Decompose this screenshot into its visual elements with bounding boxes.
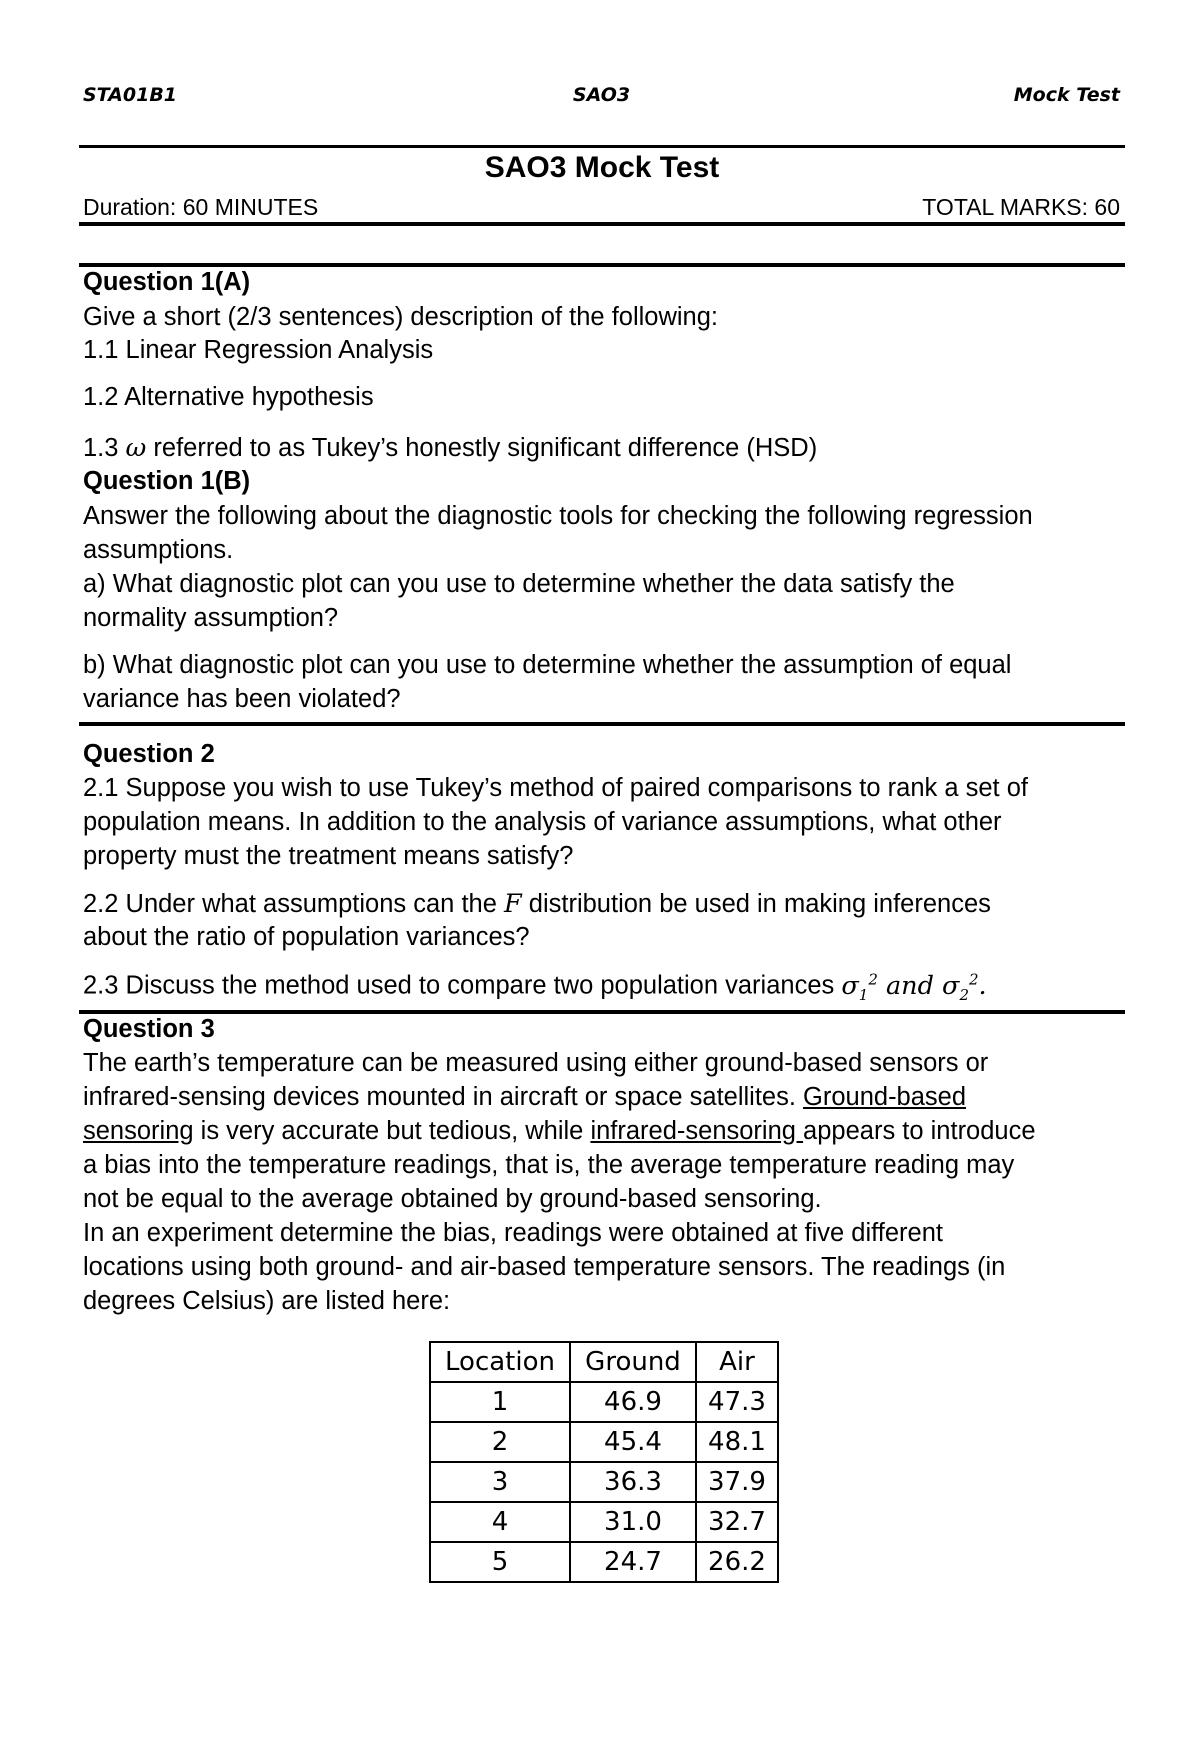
subscript: 1 xyxy=(858,985,869,1004)
underlined-term: infrared-sensoring xyxy=(590,1117,804,1145)
question-2-part-1: 2.1 Suppose you wish to use Tukey’s method of paired comparisons to rank a set of xyxy=(83,774,1028,802)
table-cell: 3 xyxy=(430,1462,570,1502)
table-cell: 26.2 xyxy=(696,1542,778,1582)
question-2-part-2 xyxy=(83,889,991,919)
question-1b-heading: Question 1(B) xyxy=(83,467,251,495)
table-cell: 2 xyxy=(430,1422,570,1462)
underlined-term: sensoring xyxy=(83,1117,194,1145)
total-marks-label: TOTAL MARKS: 60 xyxy=(922,194,1120,220)
divider xyxy=(79,222,1125,226)
question-1a-item-1: 1.1 Linear Regression Analysis xyxy=(83,336,434,364)
table-row xyxy=(430,1422,778,1462)
and-text: and xyxy=(877,970,943,1001)
question-1a-intro: Give a short (2/3 sentences) description of the following: xyxy=(83,303,718,331)
question-3-heading: Question 3 xyxy=(83,1015,215,1043)
question-2-heading: Question 2 xyxy=(83,740,215,768)
question-1a-heading: Question 1(A) xyxy=(83,268,251,296)
question-3-text: The earth’s temperature can be measured using either ground-based sensors or xyxy=(83,1049,989,1077)
temperature-table xyxy=(429,1341,779,1583)
table-row xyxy=(430,1542,778,1582)
part-text: 2.3 Discuss the method used to compare two population variances xyxy=(83,971,842,1000)
sigma-symbol: σ xyxy=(942,970,960,1001)
table-cell: 32.7 xyxy=(696,1502,778,1542)
table-row xyxy=(430,1462,778,1502)
question-1b-part-b: variance has been violated? xyxy=(83,685,401,713)
table-cell: 31.0 xyxy=(570,1502,696,1542)
omega-symbol: ω xyxy=(125,433,147,463)
table-cell: 5 xyxy=(430,1542,570,1582)
question-2-part-2: about the ratio of population variances? xyxy=(83,923,530,951)
item-text: referred to as Tukey’s honestly significant difference (HSD) xyxy=(146,434,818,462)
question-1a-item-2: 1.2 Alternative hypothesis xyxy=(83,383,374,411)
subscript: 2 xyxy=(959,985,969,1004)
table-cell: 48.1 xyxy=(696,1422,778,1462)
header-assessment: SAO3 xyxy=(572,84,631,106)
divider xyxy=(79,722,1125,726)
period: . xyxy=(978,970,987,1001)
table-cell: 36.3 xyxy=(570,1462,696,1502)
table-cell: 46.9 xyxy=(570,1382,696,1422)
table-row xyxy=(430,1382,778,1422)
column-header: Ground xyxy=(570,1342,696,1382)
table-row xyxy=(430,1502,778,1542)
question-2-part-3 xyxy=(83,970,987,1004)
part-text: 2.2 Under what assumptions can the xyxy=(83,890,504,918)
table-cell: 24.7 xyxy=(570,1542,696,1582)
question-3-text: locations using both ground- and air-based temperature sensors. The readings (in xyxy=(83,1253,1006,1281)
question-1b-part-a: normality assumption? xyxy=(83,604,339,632)
question-1b-line: Answer the following about the diagnostic tools for checking the following regression xyxy=(83,502,1033,530)
question-3-text: In an experiment determine the bias, readings were obtained at five different xyxy=(83,1219,943,1247)
table-header-row xyxy=(430,1342,778,1382)
question-3-text: not be equal to the average obtained by ground-based sensoring. xyxy=(83,1185,822,1213)
duration-label: Duration: 60 MINUTES xyxy=(83,194,319,220)
question-3-text xyxy=(83,1083,966,1112)
question-1a-item-3 xyxy=(83,433,817,463)
column-header: Location xyxy=(430,1342,570,1382)
text-run: is very accurate but tedious, while xyxy=(193,1117,591,1145)
page-title: SAO3 Mock Test xyxy=(484,151,720,184)
superscript: 2 xyxy=(969,970,979,988)
question-3-text: degrees Celsius) are listed here: xyxy=(83,1287,451,1315)
question-1b-line: assumptions. xyxy=(83,536,234,564)
part-text: distribution be used in making inferences xyxy=(521,890,991,918)
running-header xyxy=(83,84,1120,114)
question-1b-part-a: a) What diagnostic plot can you use to determine whether the data satisfy the xyxy=(83,570,955,598)
underlined-term: Ground-based xyxy=(803,1083,967,1111)
column-header: Air xyxy=(696,1342,778,1382)
table-cell: 4 xyxy=(430,1502,570,1542)
text-run: infrared-sensing devices mounted in aircraft or space satellites. xyxy=(83,1083,804,1111)
variance-formula xyxy=(841,970,987,1004)
header-doc-type: Mock Test xyxy=(1013,84,1120,106)
f-symbol: F xyxy=(504,889,522,919)
question-1b-part-b: b) What diagnostic plot can you use to determine whether the assumption of equal xyxy=(83,651,1012,679)
table-cell: 1 xyxy=(430,1382,570,1422)
table-cell: 45.4 xyxy=(570,1422,696,1462)
question-3-text: a bias into the temperature readings, that is, the average temperature reading may xyxy=(83,1151,1015,1179)
text-run: appears to introduce xyxy=(803,1117,1036,1145)
divider xyxy=(79,145,1125,148)
item-number: 1.3 xyxy=(83,434,126,462)
divider xyxy=(79,263,1125,267)
superscript: 2 xyxy=(868,970,878,988)
question-3-text xyxy=(83,1117,1036,1146)
table-cell: 37.9 xyxy=(696,1462,778,1502)
question-2-part-1: property must the treatment means satisfy? xyxy=(83,842,574,870)
sigma-symbol: σ xyxy=(841,970,859,1001)
table-cell: 47.3 xyxy=(696,1382,778,1422)
divider xyxy=(79,1010,1125,1014)
question-2-part-1: population means. In addition to the analysis of variance assumptions, what other xyxy=(83,808,1002,836)
header-course-code: STA01B1 xyxy=(83,84,178,106)
